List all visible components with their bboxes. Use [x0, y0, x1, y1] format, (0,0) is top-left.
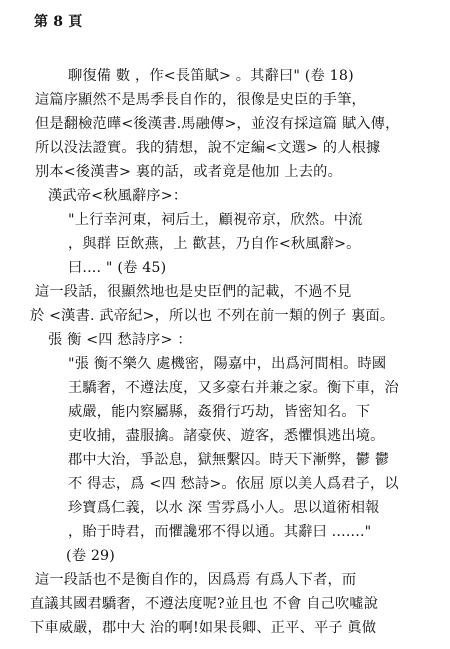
text-line-7: "上行幸河東，祠后土，顧視帝京，欣然。中流 [68, 212, 363, 228]
text-line-24: 下車威嚴，郡中大 治的啊!如果長卿、正平、平子 眞做 [30, 620, 377, 636]
text-line-20: ，貽于時君，而懼讒邪不得以通。其辭曰 ......." [68, 524, 372, 540]
text-line-1: 聊復備 數 ，作<長笛賦> 。其辭曰" (卷 18) [68, 68, 354, 84]
text-line-13: "張 衡不樂久 處機密，陽嘉中，出爲河間相。時國 [68, 356, 387, 372]
text-line-21: (卷 29) [66, 548, 116, 564]
text-line-18: 不 得志，爲 <四 愁詩>。依屈 原以美人爲君子，以 [68, 476, 399, 492]
text-line-3: 但是翻檢范曄<後漢書.馬融傳>，並沒有採這篇 賦入傳， [35, 116, 400, 132]
text-line-17: 郡中大治，爭訟息，獄無繫囚。時天下漸弊，鬱 鬱 [68, 452, 390, 468]
text-line-16: 吏收捕，盡服擒。諸豪俠、遊客，悉懼惧逃出境。 [68, 428, 385, 444]
text-line-8: ，與群 臣飲燕，上 歡甚，乃自作<秋風辭>。 [68, 236, 361, 252]
text-line-4: 所以没法證實。我的猜想，說不定編<文選> 的人根據 [35, 140, 381, 156]
text-line-15: 威嚴，能内察屬縣，姦猾行巧劫，皆密知名。下 [68, 404, 371, 420]
text-line-6: 漢武帝<秋風辭序>： [48, 188, 188, 204]
text-line-2: 這篇序顯然不是馬季長自作的，很像是史臣的手筆， [35, 92, 366, 108]
text-line-23: 直議其國君驕奢，不遵法度呢?並且也 不會 自己吹噓說 [30, 596, 379, 612]
page-header: 第 8 頁 [34, 14, 83, 30]
text-line-14: 王驕奢，不遵法度，又多豪右并兼之家。衡下車，治 [68, 380, 399, 396]
text-line-9: 曰.... " (卷 45) [68, 260, 167, 276]
text-line-5: 別本<後漢書> 裏的話，或者竟是他加 上去的。 [35, 164, 342, 180]
text-line-19: 珍寶爲仁義，以水 深 雪雰爲小人。思以道術相報 [68, 500, 380, 516]
text-line-10: 這一段話，很顯然地也是史臣們的記載，不過不見 [35, 284, 352, 300]
text-line-22: 這一段話也不是衡自作的，因爲焉 有爲人下者，而 [35, 572, 357, 588]
text-line-11: 於 <漢書. 武帝紀>，所以也 不列在前一類的例子 裏面。 [30, 308, 395, 324]
text-line-12: 張 衡 <四 愁詩序> ： [48, 332, 192, 348]
